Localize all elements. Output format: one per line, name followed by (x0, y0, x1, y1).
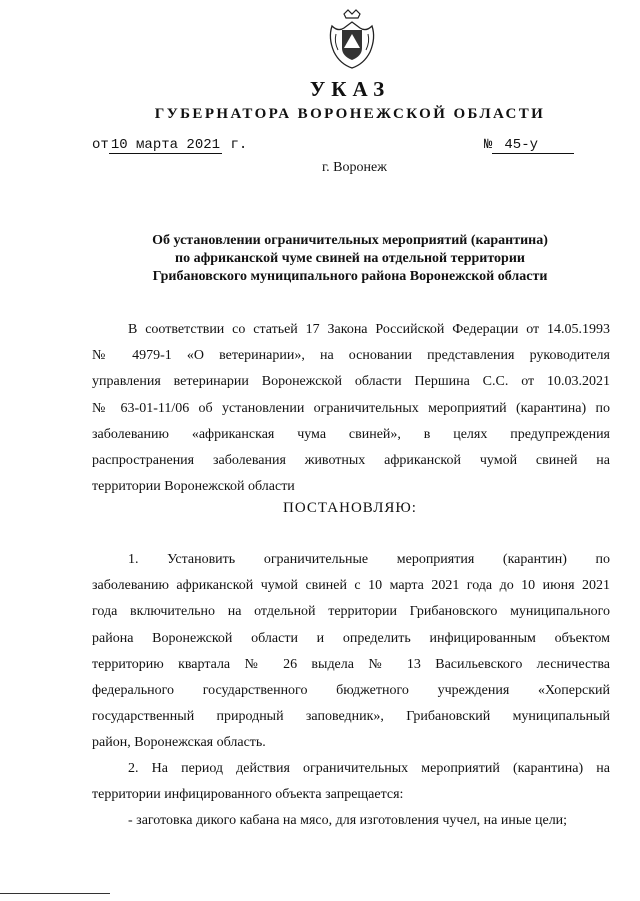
item-line: - заготовка дикого кабана на мясо, для изготовления чучел, на иные цели; (128, 813, 568, 829)
item-2 (92, 756, 610, 835)
subject-line: по африканской чуме свиней на отдельной территории (175, 251, 525, 266)
preamble-line: В соответствии со статьей 17 Закона Российской Федерации от 14.05.1993 (128, 322, 610, 337)
item-line: района Воронежской области и определить инфицированным объектом (92, 630, 610, 646)
subject-line: Грибановского муниципального района Воронежской области (152, 269, 548, 284)
document-title: УКАЗ (309, 77, 391, 101)
item-line: федерального государственного бюджетного учреждения «Хоперский (92, 683, 610, 699)
footer-rule (0, 893, 110, 894)
preamble-line: заболеванию «африканская чума свиней», в целях предупреждения (92, 426, 610, 442)
coat-of-arms-emblem (326, 8, 378, 72)
item-line: 1. Установить ограничительные мероприятия (карантин) по (128, 552, 610, 567)
item-line: территории инфицированного объекта запрещается: (92, 787, 404, 803)
decree-heading: ПОСТАНОВЛЯЮ: (283, 500, 417, 516)
item-line: район, Воронежская область. (92, 735, 266, 751)
date-prefix: от (92, 137, 109, 153)
date-value: 10 марта 2021 (110, 137, 221, 153)
preamble-line: территории Воронежской области (92, 479, 295, 495)
item-line: государственный природный заповедник», Грибановский муниципальный (92, 709, 610, 725)
document-subject (70, 232, 630, 286)
item-line: территорию квартала № 26 выдела № 13 Васильевского лесничества (92, 656, 610, 672)
preamble-line: распространения заболевания животных африканской чумой свиней на (92, 453, 610, 469)
document-issuer: ГУБЕРНАТОРА ВОРОНЕЖСКОЙ ОБЛАСТИ (154, 106, 546, 122)
preamble-line: управления ветеринарии Воронежской области Першина С.С. от 10.03.2021 (92, 374, 610, 390)
number-label: № (484, 137, 493, 153)
number-value: 45-у (492, 137, 574, 154)
subject-line: Об установлении ограничительных мероприятий (карантина) (152, 233, 548, 248)
document-date (92, 137, 247, 153)
preamble (92, 317, 610, 500)
item-line: года включительно на отдельной территории Грибановского муниципального (92, 604, 610, 620)
preamble-line: № 4979-1 «О ветеринарии», на основании представления руководителя (92, 348, 610, 364)
preamble-line: № 63-01-11/06 об установлении ограничительных мероприятий (карантина) по (92, 400, 610, 416)
document-city: г. Воронеж (322, 160, 387, 175)
document-number (484, 137, 574, 154)
item-line: 2. На период действия ограничительных мероприятий (карантина) на (128, 761, 610, 776)
item-1 (92, 547, 610, 757)
item-line: заболеванию африканской чумой свиней с 10 марта 2021 года до 10 июня 2021 (92, 578, 610, 594)
date-suffix: г. (230, 137, 248, 153)
